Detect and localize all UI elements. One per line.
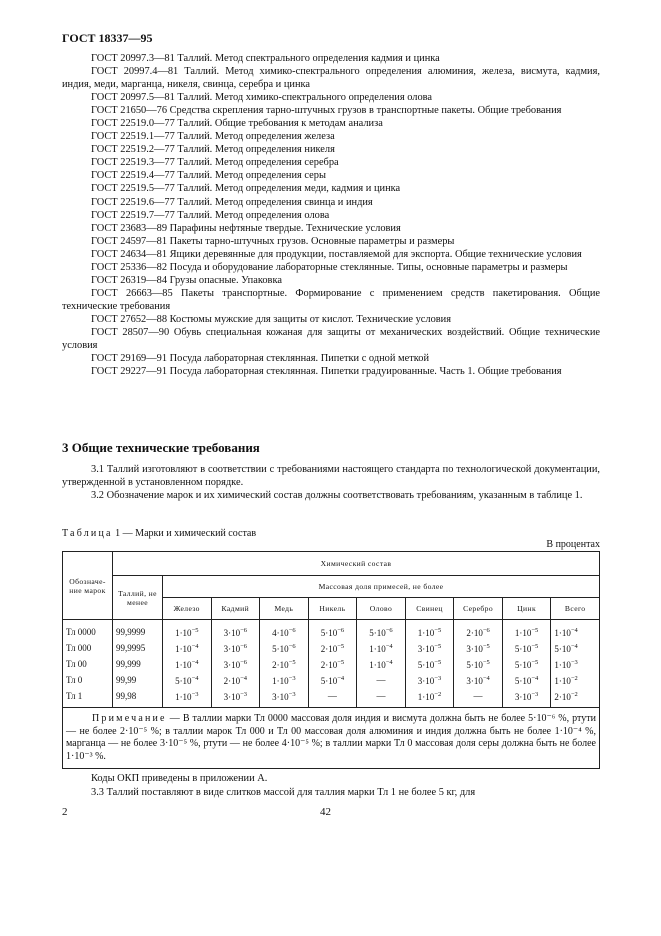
reference-item: ГОСТ 22519.1—77 Таллий. Метод определения железа (91, 131, 335, 143)
impurity-cell (211, 656, 260, 672)
impurity-exponent: −4 (482, 675, 490, 682)
impurity-value: 1·10 (514, 628, 532, 638)
impurity-exponent: −3 (434, 675, 442, 682)
reference-item: ГОСТ 22519.7—77 Таллий. Метод определения олова (91, 209, 330, 221)
impurity-cell (308, 672, 357, 688)
impurity-exponent: −4 (385, 659, 393, 666)
impurity-exponent: −3 (288, 675, 296, 682)
impurity-value: 5·10 (175, 676, 192, 686)
impurity-exponent: −3 (570, 659, 578, 666)
table-note (63, 708, 600, 769)
impurity-value: 3·10 (417, 676, 435, 686)
impurity-cell (211, 620, 260, 641)
impurity-cell (211, 688, 260, 708)
impurity-cell (405, 672, 454, 688)
impurity-cell (163, 672, 212, 688)
reference-item: ГОСТ 20997.4—81 Таллий. Метод химико-спектрального определения алюминия, железа, висмута, кадмия, индия, меди, марганца, никеля, свинца, серебра и цинка (62, 66, 600, 91)
impurity-cell (357, 672, 406, 688)
table-caption-text: 1 — Марки и химический состав (112, 528, 257, 539)
impurity-value: 2·10 (466, 628, 483, 638)
impurity-cell (308, 620, 357, 641)
reference-item: ГОСТ 23683—89 Парафины нефтяные твердые. Технические условия (91, 222, 401, 234)
impurity-cell (308, 640, 357, 656)
impurity-exponent: −6 (240, 627, 248, 634)
impurity-value: 1·10 (417, 692, 435, 702)
impurity-exponent: −3 (191, 691, 199, 698)
impurity-cell (357, 620, 406, 641)
table-units: В процентах (546, 539, 600, 550)
composition-table (62, 551, 600, 769)
paragraph-3-3: 3.3 Таллий поставляют в виде слитков массой для таллия марки Тл 1 не более 5 кг, для (91, 787, 476, 798)
column-header: Свинец (405, 598, 454, 620)
impurity-value: 3·10 (466, 644, 483, 654)
impurity-cell (502, 640, 551, 656)
impurity-cell (405, 640, 454, 656)
grade-cell: Тл 0 (63, 672, 113, 688)
impurity-value: 1·10 (554, 660, 571, 670)
impurity-cell (357, 688, 406, 708)
table-note-text: — В таллии марки Тл 0000 массовая доля индия и висмута должна быть не более 5·10⁻⁶ %, ртути — не более 2·10⁻⁵ %; в таллии марок Тл 000 и Тл 00 массовая доля алюминия и индия должна быть не более 1·10⁻⁴ %, марганца — не более 3·10⁻⁵ %, ртути — не более 4·10⁻⁵ %; в таллии марки Тл 0 массовая доля серы должна быть не более 1·10⁻³ %. (66, 713, 596, 762)
table-row (63, 672, 600, 688)
impurity-cell (308, 656, 357, 672)
impurity-exponent: −5 (531, 627, 539, 634)
reference-item: ГОСТ 22519.0—77 Таллий. Общие требования к методам анализа (91, 118, 383, 130)
impurity-exponent: −4 (191, 643, 199, 650)
reference-item: ГОСТ 27652—88 Костюмы мужские для защиты от кислот. Технические условия (91, 313, 452, 325)
page-number-left: 2 (62, 806, 68, 818)
impurity-value: 2·10 (272, 660, 289, 670)
header-impurities: Массовая доля примесей, не более (163, 576, 600, 598)
impurity-exponent: −5 (434, 627, 442, 634)
column-header: Олово (357, 598, 406, 620)
impurity-value: 1·10 (175, 660, 192, 670)
impurity-value: 5·10 (514, 660, 532, 670)
impurity-exponent: −2 (570, 675, 578, 682)
impurity-exponent: −5 (434, 643, 442, 650)
header-thallium: Таллий, не менее (113, 576, 163, 620)
reference-item: ГОСТ 21650—76 Средства скрепления тарно-штучных грузов в транспортные пакеты. Общие требования (91, 105, 562, 117)
reference-item: ГОСТ 22519.6—77 Таллий. Метод определения свинца и индия (91, 196, 373, 208)
paragraph-3-2: 3.2 Обозначение марок и их химический состав должны соответствовать требованиям, указанным в таблице 1. (91, 490, 583, 501)
impurity-cell (357, 656, 406, 672)
impurity-value: 5·10 (514, 644, 532, 654)
impurity-cell (260, 672, 309, 688)
impurity-value: 1·10 (175, 628, 192, 638)
reference-item: ГОСТ 22519.5—77 Таллий. Метод определения меди, кадмия и цинка (91, 183, 401, 195)
impurity-exponent: −6 (288, 627, 296, 634)
impurity-value: 5·10 (369, 628, 386, 638)
reference-item: ГОСТ 26663—85 Пакеты транспортные. Формирование с применением средств пакетирования. Общие технические требования (62, 287, 600, 312)
impurity-exponent: −6 (482, 627, 490, 634)
reference-item: ГОСТ 20997.3—81 Таллий. Метод спектрального определения кадмия и цинка (91, 53, 440, 64)
column-header: Никель (308, 598, 357, 620)
impurity-value: 2·10 (320, 644, 338, 654)
grade-cell: Тл 000 (63, 640, 113, 656)
grade-cell: Тл 00 (63, 656, 113, 672)
impurity-value: 4·10 (272, 628, 289, 638)
thallium-cell: 99,9999 (113, 620, 163, 641)
impurity-value: 1·10 (369, 660, 386, 670)
reference-item: ГОСТ 20997.5—81 Таллий. Метод химико-спектрального определения олова (91, 92, 433, 104)
impurity-value: — (376, 690, 386, 701)
reference-item: ГОСТ 26319—84 Грузы опасные. Упаковка (91, 274, 282, 286)
column-header: Кадмий (211, 598, 260, 620)
grade-cell: Тл 1 (63, 688, 113, 708)
reference-item: ГОСТ 29169—91 Посуда лабораторная стеклянная. Пипетки с одной меткой (91, 353, 430, 365)
grade-cell: Тл 0000 (63, 620, 113, 641)
impurity-value: 1·10 (417, 628, 435, 638)
impurity-value: 5·10 (272, 644, 289, 654)
impurity-cell (454, 620, 503, 641)
impurity-cell (454, 688, 503, 708)
impurity-cell (551, 620, 600, 641)
impurity-value: 5·10 (466, 660, 483, 670)
impurity-exponent: −4 (337, 675, 345, 682)
impurity-cell (260, 640, 309, 656)
section-title: 3 Общие технические требования (62, 440, 260, 455)
impurity-value: 5·10 (320, 628, 338, 638)
impurity-value: 1·10 (175, 644, 192, 654)
impurity-exponent: −5 (482, 643, 490, 650)
impurity-exponent: −6 (240, 643, 248, 650)
table-row (63, 688, 600, 708)
impurity-cell (260, 656, 309, 672)
impurity-cell (260, 620, 309, 641)
impurity-cell (551, 672, 600, 688)
impurity-cell (454, 640, 503, 656)
header-designation: Обозначе-ние марок (63, 552, 113, 620)
paragraph-okp: Коды ОКП приведены в приложении А. (91, 773, 268, 784)
impurity-exponent: −4 (385, 643, 393, 650)
impurity-value: 3·10 (514, 692, 532, 702)
impurity-cell (551, 640, 600, 656)
impurity-cell (502, 620, 551, 641)
impurity-cell (211, 672, 260, 688)
thallium-cell: 99,9995 (113, 640, 163, 656)
table-caption-word: Таблица (62, 528, 113, 539)
impurity-cell (211, 640, 260, 656)
reference-item: ГОСТ 25336—82 Посуда и оборудование лабораторные стеклянные. Типы, основные параметры и размеры (91, 261, 568, 273)
impurity-cell (163, 656, 212, 672)
impurity-exponent: −5 (434, 659, 442, 666)
impurity-exponent: −3 (531, 691, 539, 698)
reference-item: ГОСТ 22519.2—77 Таллий. Метод определения никеля (91, 144, 335, 156)
impurity-value: 1·10 (369, 644, 386, 654)
thallium-cell: 99,98 (113, 688, 163, 708)
reference-item: ГОСТ 28507—90 Обувь специальная кожаная для защиты от механических воздействий. Общие технические условия (62, 326, 600, 352)
impurity-value: 3·10 (272, 692, 289, 702)
table-caption (62, 528, 256, 539)
table-row (63, 620, 600, 641)
impurity-exponent: −6 (385, 627, 393, 634)
impurity-exponent: −5 (191, 627, 199, 634)
impurity-cell (163, 620, 212, 641)
impurity-cell (454, 656, 503, 672)
paragraph-3-1: 3.1 Таллий изготовляют в соответствии с требованиями настоящего стандарта по технологической документации, утвержденной в установленном порядке. (62, 464, 600, 488)
table-row (63, 656, 600, 672)
page-number-center: 42 (320, 806, 331, 818)
impurity-value: 3·10 (223, 628, 241, 638)
impurity-value: 5·10 (554, 644, 571, 654)
impurity-value: 3·10 (417, 644, 435, 654)
impurity-value: 5·10 (417, 660, 435, 670)
impurity-exponent: −4 (570, 627, 578, 634)
impurity-cell (260, 688, 309, 708)
table-note-word: Примечание (92, 713, 167, 724)
impurity-exponent: −4 (191, 659, 199, 666)
thallium-cell: 99,999 (113, 656, 163, 672)
impurity-value: 2·10 (320, 660, 338, 670)
impurity-cell (405, 656, 454, 672)
impurity-exponent: −5 (482, 659, 490, 666)
impurity-exponent: −3 (288, 691, 296, 698)
impurity-exponent: −6 (288, 643, 296, 650)
impurity-value: 5·10 (320, 676, 338, 686)
impurity-exponent: −5 (337, 643, 345, 650)
column-header: Медь (260, 598, 309, 620)
impurity-value: 3·10 (223, 692, 241, 702)
impurity-exponent: −6 (337, 627, 345, 634)
impurity-value: 3·10 (223, 644, 241, 654)
impurity-value: 2·10 (223, 676, 241, 686)
impurity-cell (502, 656, 551, 672)
table-row (63, 640, 600, 656)
impurity-value: 1·10 (554, 676, 571, 686)
impurity-exponent: −2 (434, 691, 442, 698)
column-header: Серебро (454, 598, 503, 620)
impurity-value: 1·10 (554, 628, 571, 638)
impurity-exponent: −5 (531, 659, 539, 666)
impurity-cell (454, 672, 503, 688)
impurity-cell (551, 656, 600, 672)
reference-item: ГОСТ 22519.3—77 Таллий. Метод определения серебра (91, 157, 339, 169)
impurity-value: — (376, 674, 386, 685)
column-header: Железо (163, 598, 212, 620)
impurity-exponent: −6 (240, 659, 248, 666)
impurity-value: 1·10 (175, 692, 192, 702)
impurity-exponent: −4 (531, 675, 539, 682)
reference-item: ГОСТ 24597—81 Пакеты тарно-штучных грузов. Основные параметры и размеры (91, 235, 455, 247)
impurity-exponent: −5 (288, 659, 296, 666)
impurity-exponent: −2 (570, 691, 578, 698)
impurity-exponent: −5 (531, 643, 539, 650)
standard-header: ГОСТ 18337—95 (62, 31, 153, 45)
reference-item: ГОСТ 22519.4—77 Таллий. Метод определения серы (91, 170, 326, 182)
impurity-cell (405, 620, 454, 641)
impurity-value: 3·10 (466, 676, 483, 686)
reference-item: ГОСТ 29227—91 Посуда лабораторная стеклянная. Пипетки градуированные. Часть 1. Общие требования (91, 366, 562, 378)
column-header: Всего (551, 598, 600, 620)
thallium-cell: 99,99 (113, 672, 163, 688)
header-chemical-composition: Химический состав (113, 552, 600, 576)
impurity-exponent: −5 (337, 659, 345, 666)
impurity-cell (502, 688, 551, 708)
impurity-value: 3·10 (223, 660, 241, 670)
impurity-value: — (327, 690, 337, 701)
impurity-exponent: −4 (240, 675, 248, 682)
impurity-exponent: −3 (240, 691, 248, 698)
impurity-cell (163, 640, 212, 656)
impurity-cell (163, 688, 212, 708)
impurity-cell (551, 688, 600, 708)
impurity-cell (405, 688, 454, 708)
impurity-cell (357, 640, 406, 656)
column-header: Цинк (502, 598, 551, 620)
impurity-value: 2·10 (554, 692, 571, 702)
impurity-value: 5·10 (514, 676, 532, 686)
reference-item: ГОСТ 24634—81 Ящики деревянные для продукции, поставляемой для экспорта. Общие технические условия (91, 248, 582, 260)
impurity-value: 1·10 (272, 676, 289, 686)
impurity-cell (502, 672, 551, 688)
impurity-exponent: −4 (191, 675, 199, 682)
normative-references-list (62, 52, 600, 378)
impurity-value: — (473, 690, 483, 701)
impurity-cell (308, 688, 357, 708)
impurity-exponent: −4 (570, 643, 578, 650)
